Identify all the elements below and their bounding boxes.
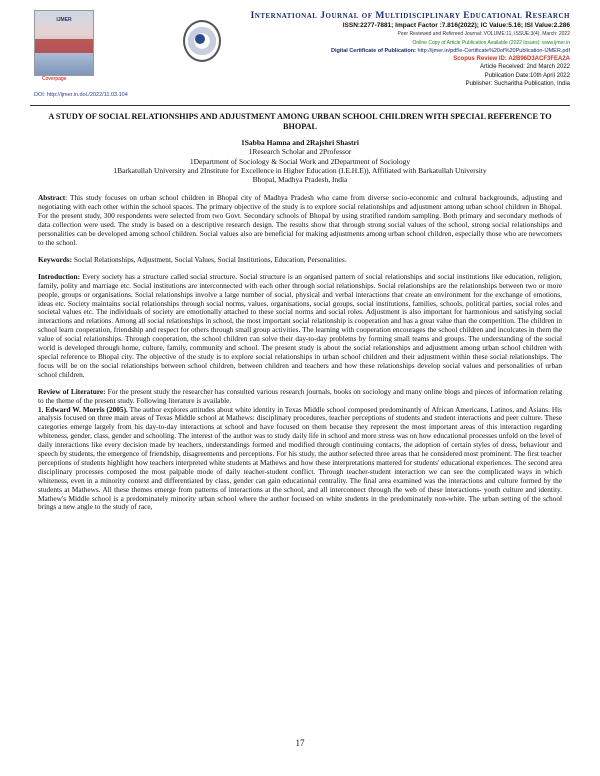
- certificate-line[interactable]: [251, 47, 570, 55]
- abstract-label: Abstract: [38, 193, 66, 203]
- author-institutions: 1Barkatullah University and 2Institute for Excellence in Higher Education (I.E.H.E)), Affiliated with Barkatullah University: [113, 165, 487, 175]
- journal-logo-icon: [183, 20, 221, 62]
- introduction-paragraph: [38, 273, 562, 380]
- doi-link[interactable]: DOI: http://ijmer.in.doi./2022/11.03.104: [34, 92, 128, 98]
- cover-title: IJMER: [56, 17, 72, 23]
- issn-line: ISSN:2277-7881; Impact Factor :7.816(2022); IC Value:5.16; ISI Value:2.286: [342, 22, 570, 29]
- certificate-url[interactable]: http://ijmer.in/pdf/e-Certificate%20of%20Publication-IJMER.pdf: [417, 47, 570, 54]
- journal-info: [251, 10, 570, 88]
- publisher-line: Publisher: Sucharitha Publication, India: [465, 81, 570, 88]
- review-item-label: 1. Edward W. Morris (2005).: [38, 404, 128, 414]
- review-paragraph: [38, 388, 562, 406]
- cover-label: Coverpage: [42, 76, 67, 82]
- scopus-line: Scopus Review ID: A2B96D3ACF3FEA2A: [453, 56, 570, 63]
- author-block: [38, 138, 562, 184]
- author-location: Bhopal, Madhya Pradesh, India: [252, 175, 348, 185]
- review-item-text: The author explores attitudes about white identity in Texas Middle school composed predominantly of African Americans, Latinos, and Asians. His analysis focused on three main areas of Texas Middle school at Mathews: disciplinary procedures, teacher perceptions of students and student interactions and peer culture. These categories emerge largely from his day-to-day interactions at school and have focused on them because they represent the most important areas of this interaction regarding whiteness, gender, class, gender and schooling. The interest of the author was to study daily life in school and more stress was on how educational processes unfold on the level of daily interactions like every decision made by teachers, understandings formed and modified through continuing contacts, the adoption of certain styles of dress, behaviour and speech by students, the emergence of friendship, disagreements and perceptions. For his study, the author selected three areas that he considered most prominent. The first teacher perceptions of students highlight how teachers interpreted white students at Mathews and how these interpretations mattered for students' educational experiences. The second area disciplinary processes composed the most palpable mode of daily teacher-student conflict. Through teacher-student interaction we can see the complicated ways in which whiteness, even in a minority context and differentiated by class, gender can gain educational centrality. The final area examined was the interactions and culture formed by the students at Mathews. All these themes emerge from patterns of interactions at the school, and all interconnect through the web of these interactions- youth culture and identity. Mathew's Middle school is a predominately minority urban school where the author focused on white students in the predominately non-white. The urban setting of the school brings a new angle to the study of race,: [38, 404, 562, 512]
- abstract-text: : This study focuses on urban school children in Bhopal city of Madhya Pradesh who came from diverse socio-economic and cultural backgrounds, adjusting and negotiating with each other within the school spaces. The primary objective of the study is to explore social relationships and adjustment among urban school children in Bhopal. For the present study, 300 respondents were selected from two Govt. Secondary schools of Bhopal by using stratified random sampling. Both primary and secondary methods of data collection were used. The study is based on a descriptive research design. The results show that through strong social values of the school, strong social relationships and personalities can be developed among school children. Social values also are beneficial for making adjustments among urban school children, especially those who are newcomers to the school.: [38, 193, 562, 248]
- online-copy-line[interactable]: Online Copy of Article Publication Available (2022 Issues): www.ijmer.in: [412, 39, 570, 46]
- journal-title: International Journal of Multidisciplinary Educational Research: [250, 11, 570, 21]
- keywords-label: Keywords:: [38, 254, 73, 264]
- article-title: A STUDY OF SOCIAL RELATIONSHIPS AND ADJUSTMENT AMONG URBAN SCHOOL CHILDREN WITH SPECIAL REFERENCE TO BHOPAL: [48, 112, 552, 131]
- review-item-1: [38, 406, 562, 513]
- header-divider: [30, 105, 570, 106]
- received-line: Article Received: 2nd March 2022: [479, 64, 570, 71]
- author-departments: 1Department of Sociology & Social Work and 2Department of Sociology: [189, 156, 411, 166]
- page-number: 17: [295, 738, 305, 748]
- journal-cover-image: [34, 10, 94, 76]
- keywords-text: Social Relationships, Adjustment, Social Values, Social Institutions, Education, Personalities.: [72, 254, 347, 264]
- review-text: For the present study the researcher has consulted various research journals, books on sociology and many online blogs and pieces of information relating to the theme of the present study. Following literature is available.: [38, 386, 562, 405]
- abstract-paragraph: [38, 194, 562, 247]
- review-label: Review of Literature:: [38, 386, 106, 396]
- certificate-label: Digital Certificate of Publication:: [330, 47, 416, 54]
- article-body: [38, 112, 562, 520]
- author-names: 1Sabba Hamna and 2Rajshri Shastri: [241, 138, 359, 147]
- volume-line: Peer Reviewed and Refereed Journal: VOLUME:11, ISSUE:3(4), March: 2022: [397, 31, 570, 38]
- keywords-paragraph: [38, 256, 562, 265]
- publication-line: Publication Date:10th April 2022: [484, 72, 570, 79]
- introduction-text: Every society has a structure called social structure. Social structure is an organised pattern of social relationships and social institutions like education, religion, family, polity and marriage etc. Social institutions are interconnected with each other through social relationships. Social relationships are the relationships between two or more people, groups or organisations. Social relationships involve a large number of social, physical and verbal interactions that create an environment for the exchange of emotions, ideas etc. Society maintains social relationships through social norms, values, organisations, social groups, social institutions, families, schools, political parties, social roles and societal values etc. The individuals of society are emotionally attached to these social norms and social roles. Adjustment is also important for harmonious and satisfying social interactions and relations. Among all social relationships in school, the most important social relationship is cooperation and has a great value than the competition. The children in school learn cooperation, friendship and respect for others through small group activities. The learning with cooperation encourages the school children and inculcates in them the value of social relationships. Through cooperation, the school children can solve their day-to-day problems by forming small teams and groups. The understanding of the social world is developed through home, culture, family, community and school. The present study is about the social relationships and adjustment among urban school children with special reference to Bhopal city. The objective of the study is to explore social relationships in urban school children and their adjustment within these social relationships. The focus will be on the social relationships between school children, between children and teachers and how these relationships develop social values and personalities of urban school children.: [38, 271, 562, 379]
- introduction-label: Introduction:: [38, 271, 81, 281]
- page-header: [30, 10, 570, 110]
- author-roles: 1Research Scholar and 2Professor: [248, 147, 352, 157]
- cover-band: [35, 39, 93, 53]
